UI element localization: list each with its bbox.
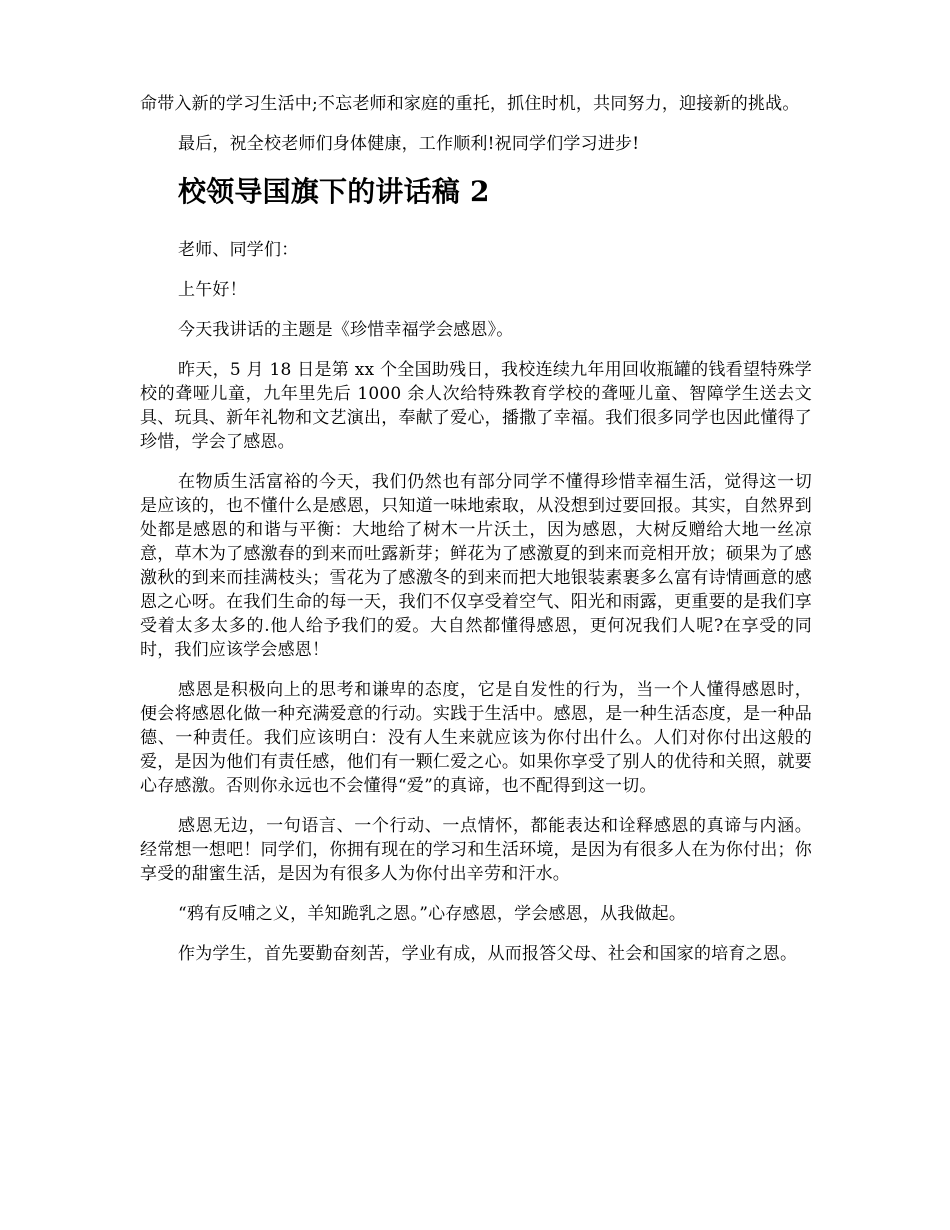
closing-paragraph: 最后，祝全校老师们身体健康，工作顺利!祝同学们学习进步!: [178, 134, 640, 154]
speech-heading: 校领导国旗下的讲话稿 2: [178, 175, 490, 208]
body-paragraph: 昨天，5 月 18 日是第 xx 个全国助残日，我校连续九年用回收瓶罐的钱看望特殊学校的聋哑儿童，九年里先后 1000 余人次给特殊教育学校的聋哑儿童、智障学生送去文具、玩具、新年礼物和文艺演出，奉献了爱心，播撒了幸福。我们很多同学也因此懂得了珍惜，学会了感恩。: [140, 360, 812, 452]
continuation-paragraph: 命带入新的学习生活中;不忘老师和家庭的重托，抓住时机，共同努力，迎接新的挑战。: [140, 94, 800, 114]
body-paragraph: 感恩是积极向上的思考和谦卑的态度，它是自发性的行为，当一个人懂得感恩时，便会将感恩化做一种充满爱意的行动。实践于生活中。感恩，是一种生活态度，是一种品德、一种责任。我们应该明白：没有人生来就应该为你付出什么。人们对你付出这般的爱，是因为他们有责任感，他们有一颗仁爱之心。如果你享受了别人的优待和关照，就要心存感激。否则你永远也不会懂得“爱”的真谛，也不配得到这一切。: [140, 680, 812, 796]
body-paragraph: 感恩无边，一句语言、一个行动、一点情怀，都能表达和诠释感恩的真谛与内涵。经常想一想吧！同学们，你拥有现在的学习和生活环境，是因为有很多人在为你付出；你享受的甜蜜生活，是因为有很多人为你付出辛劳和汗水。: [140, 816, 812, 884]
topic-paragraph: 今天我讲话的主题是《珍惜幸福学会感恩》。: [178, 320, 514, 340]
document-body: [140, 92, 812, 982]
body-paragraph: 作为学生，首先要勤奋刻苦，学业有成，从而报答父母、社会和国家的培育之恩。: [178, 944, 798, 964]
quote-paragraph: “鸦有反哺之义，羊知跪乳之恩。”心存感恩，学会感恩，从我做起。: [178, 904, 687, 924]
salutation-paragraph: 老师、同学们：: [178, 240, 299, 260]
body-paragraph: 在物质生活富裕的今天，我们仍然也有部分同学不懂得珍惜幸福生活，觉得这一切是应该的，也不懂什么是感恩，只知道一味地索取，从没想到过要回报。其实，自然界到处都是感恩的和谐与平衡：大地给了树木一片沃土，因为感恩，大树反赠给大地一丝凉意，草木为了感激春的到来而吐露新芽；鲜花为了感激夏的到来而竞相开放；硕果为了感激秋的到来而挂满枝头；雪花为了感激冬的到来而把大地银装素裹多么富有诗情画意的感恩之心呀。在我们生命的每一天，我们不仅享受着空气、阳光和雨露，更重要的是我们享受着太多太多的.他人给予我们的爱。大自然都懂得感恩，更何况我们人呢?在享受的同时，我们应该学会感恩！: [140, 472, 812, 660]
greeting-paragraph: 上午好！: [178, 280, 247, 300]
